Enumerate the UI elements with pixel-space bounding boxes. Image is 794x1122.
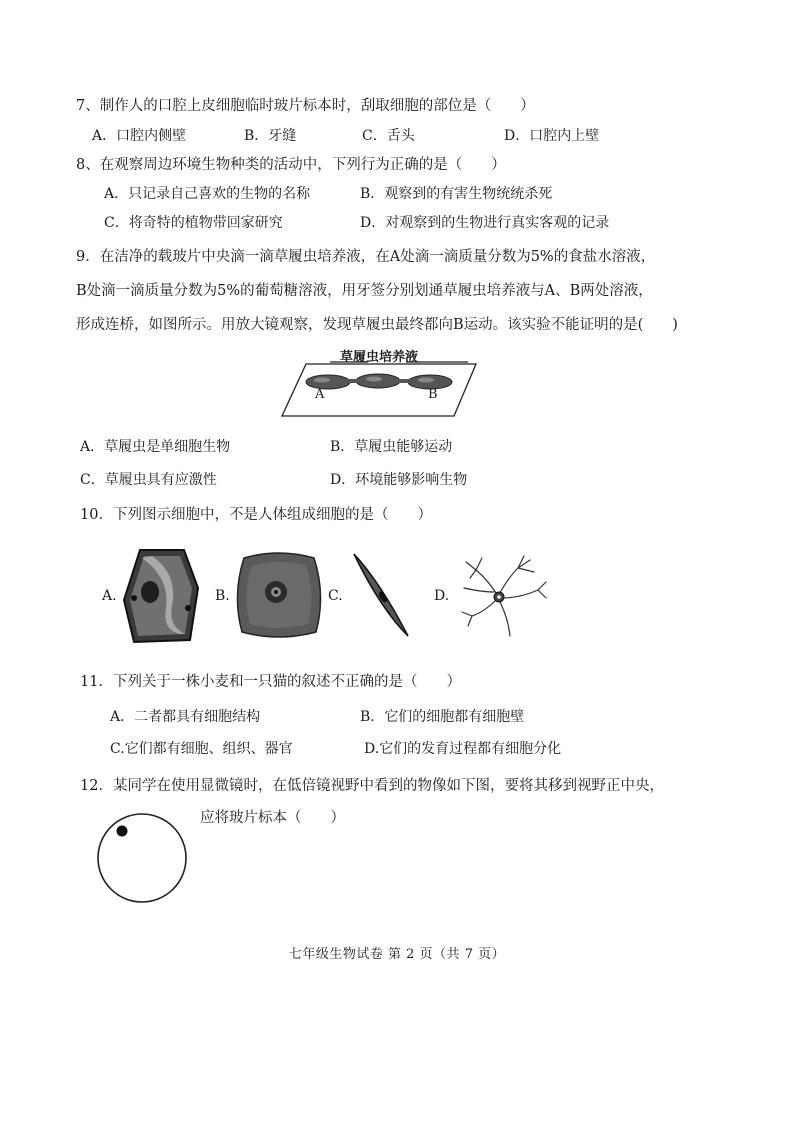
q9-slide-figure xyxy=(278,358,488,418)
q11-option-b: B．它们的细胞都有细胞壁 xyxy=(360,709,525,725)
drop-a xyxy=(306,375,350,389)
q9-figure-title: 草履虫培养液 xyxy=(340,350,419,365)
q9-option-a: A．草履虫是单细胞生物 xyxy=(80,439,231,455)
object-image-dot xyxy=(117,826,128,837)
q11-option-c: C.它们都有细胞、组织、器官 xyxy=(110,741,293,757)
glass-slide-outline xyxy=(282,364,476,416)
q9-stem-line2: B处滴一滴质量分数为5%的葡萄糖溶液，用牙签分别划通草履虫培养液与A、B两处溶液， xyxy=(76,283,653,299)
q7-option-d: D．口腔内上壁 xyxy=(504,128,600,144)
q10-label-d: D. xyxy=(434,588,450,604)
q9-option-d: D．环境能够影响生物 xyxy=(330,472,468,488)
q8-option-b: B．观察到的有害生物统统杀死 xyxy=(360,186,553,202)
plant-cell-image xyxy=(122,548,200,644)
q9-option-c: C．草履虫具有应激性 xyxy=(80,472,217,488)
q10-stem: 10．下列图示细胞中，不是人体组成细胞的是（ ） xyxy=(80,507,432,523)
q8-option-c: C．将奇特的植物带回家研究 xyxy=(104,215,283,231)
q11-option-a: A．二者都具有细胞结构 xyxy=(110,709,261,725)
q10-label-c: C. xyxy=(328,588,343,604)
animal-cell-image xyxy=(234,550,324,640)
q8-stem: 8、在观察周边环境生物种类的活动中，下列行为正确的是（ ） xyxy=(76,157,506,173)
q9-label-a: A xyxy=(315,387,325,402)
q7-option-a: A．口腔内侧壁 xyxy=(92,128,187,144)
q8-option-a: A．只记录自己喜欢的生物的名称 xyxy=(104,186,311,202)
drop-b-highlight xyxy=(418,378,434,383)
drop-a-highlight xyxy=(314,378,330,383)
q9-label-b: B xyxy=(428,387,438,402)
drop-center-highlight xyxy=(366,377,382,382)
q12-stem-line1: 12．某同学在使用显微镜时，在低倍镜视野中看到的物像如下图，要将其移到视野正中央， xyxy=(80,778,664,794)
q7-option-b: B．牙缝 xyxy=(244,128,297,144)
q11-stem: 11．下列关于一株小麦和一只猫的叙述不正确的是（ ） xyxy=(80,674,461,690)
q10-label-a: A. xyxy=(102,588,117,604)
q7-option-c: C．舌头 xyxy=(362,128,415,144)
q10-label-b: B. xyxy=(215,588,230,604)
q8-option-d: D．对观察到的生物进行真实客观的记录 xyxy=(360,215,610,231)
q9-option-b: B．草履虫能够运动 xyxy=(330,439,453,455)
q9-stem-line3: 形成连桥，如图所示。用放大镜观察，发现草履虫最终都向B运动。该实验不能证明的是( ) xyxy=(76,317,678,333)
nerve-cell-image xyxy=(458,552,548,640)
field-of-view-circle xyxy=(98,814,186,902)
q12-stem-line2: 应将玻片标本（ ） xyxy=(200,810,345,826)
microscope-field-image xyxy=(96,812,188,904)
muscle-cell-image xyxy=(350,552,412,638)
bridge-right xyxy=(396,379,412,383)
q7-stem: 7、制作人的口腔上皮细胞临时玻片标本时，刮取细胞的部位是（ ） xyxy=(76,98,535,114)
q9-stem-line1: 9．在洁净的载玻片中央滴一滴草履虫培养液，在A处滴一滴质量分数为5%的食盐水溶液， xyxy=(76,249,656,265)
page-footer: 七年级生物试卷 第 2 页（共 7 页） xyxy=(288,947,506,962)
q11-option-d: D.它们的发育过程都有细胞分化 xyxy=(364,741,562,757)
bridge-left xyxy=(346,379,362,383)
